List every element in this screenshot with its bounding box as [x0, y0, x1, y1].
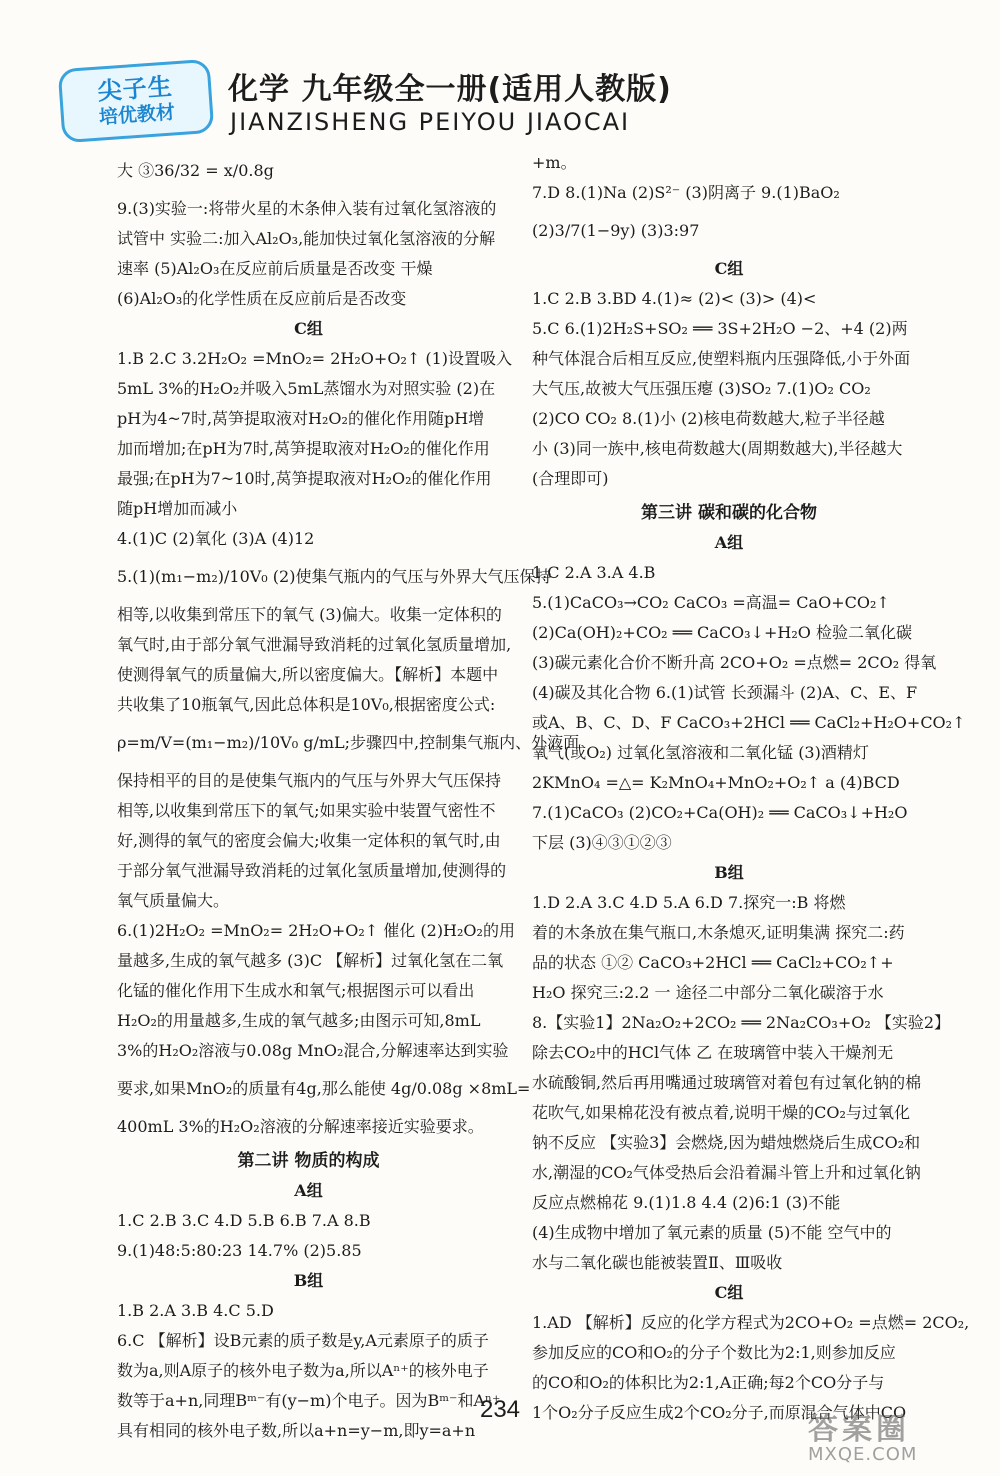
text-line: 氧气(或O₂) 过氧化氢溶液和二氧化锰 (3)酒精灯 — [532, 743, 869, 762]
text-line: 品的状态 ①② CaCO₃+2HCl ══ CaCl₂+CO₂↑+ — [532, 953, 894, 972]
text-line: 7.(1)CaCO₃ (2)CO₂+Ca(OH)₂ ══ CaCO₃↓+H₂O — [532, 803, 908, 822]
text-line: 量越多,生成的氧气越多 (3)C 【解析】过氧化氢在二氧 — [117, 951, 504, 970]
text-line: A组 — [294, 1181, 323, 1200]
text-line: (2)CO CO₂ 8.(1)小 (2)核电荷数越大,粒子半径越 — [532, 409, 885, 428]
text-line: 的CO和O₂的体积比为2:1,A正确;每2个CO分子与 — [532, 1373, 885, 1392]
text-line: (2)3/7(1−9y) (3)3:97 — [532, 221, 700, 240]
text-line: 5mL 3%的H₂O₂并吸入5mL蒸馏水为对照实验 (2)在 — [117, 379, 496, 398]
text-line: 大 ③36/32 = x/0.8g — [117, 161, 274, 180]
text-line: (2)Ca(OH)₂+CO₂ ══ CaCO₃↓+H₂O 检验二氧化碳 — [532, 623, 912, 642]
watermark — [808, 1404, 976, 1465]
text-line: 于部分氧气泄漏导致消耗的过氧化氢质量增加,使测得的 — [117, 861, 507, 880]
text-line: 水硫酸铜,然后再用嘴通过玻璃管对着包有过氧化钠的棉 — [532, 1073, 922, 1092]
watermark-line2: MXQE.COM — [808, 1444, 918, 1465]
text-line: H₂O 探究三:2.2 一 途径二中部分二氧化碳溶于水 — [532, 983, 884, 1002]
text-line: 随pH增加而减小 — [117, 499, 238, 518]
text-line: 5.C 6.(1)2H₂S+SO₂ ══ 3S+2H₂O −2、+4 (2)两 — [532, 319, 908, 338]
text-line: 或A、B、C、D、F CaCO₃+2HCl ══ CaCl₂+H₂O+CO₂↑ — [532, 713, 966, 732]
text-line: 花吹气,如果棉花没有被点着,说明干燥的CO₂与过氧化 — [532, 1103, 910, 1122]
text-line: 相等,以收集到常压下的氧气;如果实验中装置气密性不 — [117, 801, 496, 820]
text-line: 相等,以收集到常压下的氧气 (3)偏大。收集一定体积的 — [117, 605, 502, 624]
text-line: 数等于a+n,同理Bᵐ⁻有(y−m)个电子。因为Bᵐ⁻和Aⁿ⁺ — [117, 1391, 501, 1410]
text-line: 4.(1)C (2)氧化 (3)A (4)12 — [117, 529, 315, 548]
text-line: 具有相同的核外电子数,所以a+n=y−m,即y=a+n — [117, 1421, 476, 1440]
text-line: 小 (3)同一族中,核电荷数越大(周期数越大),半径越大 — [532, 439, 903, 458]
text-line: 氧气质量偏大。 — [117, 891, 230, 910]
right-column — [532, 148, 970, 1428]
text-line: 下层 (3)④③①②③ — [532, 833, 672, 852]
text-line: 2KMnO₄ =△= K₂MnO₄+MnO₂+O₂↑ a (4)BCD — [532, 773, 900, 792]
text-line: 1个O₂分子反应生成2个CO₂分子,而原混合气体中CO — [532, 1403, 907, 1422]
text-line: 400mL 3%的H₂O₂溶液的分解速率接近实验要求。 — [117, 1117, 484, 1136]
logo-line1: 尖子生 — [96, 72, 174, 106]
text-line: 共收集了10瓶氧气,因此总体积是10V₀,根据密度公式: — [117, 695, 496, 714]
text-line: 要求,如果MnO₂的质量有4g,那么能使 4g/0.08g ×8mL= — [117, 1079, 531, 1098]
text-line: 参加反应的CO和O₂的分子个数比为2:1,则参加反应 — [532, 1343, 896, 1362]
text-line: 除去CO₂中的HCl气体 乙 在玻璃管中装入干燥剂无 — [532, 1043, 894, 1062]
text-line: 数为a,则A原子的核外电子数为a,所以Aⁿ⁺的核外电子 — [117, 1361, 489, 1380]
text-line: +m。 — [532, 153, 577, 172]
book-title: 化学 九年级全一册(适用人教版) — [228, 72, 672, 107]
logo-line2: 培优教材 — [98, 101, 176, 129]
text-line: (4)碳及其化合物 6.(1)试管 长颈漏斗 (2)A、C、E、F — [532, 683, 918, 702]
text-line: 5.(1)CaCO₃→CO₂ CaCO₃ =高温= CaO+CO₂↑ — [532, 593, 890, 612]
text-line: 5.(1)(m₁−m₂)/10V₀ (2)使集气瓶内的气压与外界大气压保持 — [117, 567, 552, 586]
text-line: 使测得氧气的质量偏大,所以密度偏大。【解析】本题中 — [117, 665, 499, 684]
text-line: 第三讲 碳和碳的化合物 — [641, 503, 817, 523]
book-subtitle: JIANZISHENG PEIYOU JIAOCAI — [230, 108, 631, 136]
text-line: 速率 (5)Al₂O₃在反应前后质量是否改变 干燥 — [117, 259, 433, 278]
text-line: 1.C 2.B 3.C 4.D 5.B 6.B 7.A 8.B — [117, 1211, 371, 1230]
text-line: 水与二氧化碳也能被装置Ⅱ、Ⅲ吸收 — [532, 1253, 783, 1272]
text-line: 8.【实验1】2Na₂O₂+2CO₂ ══ 2Na₂CO₃+O₂ 【实验2】 — [532, 1013, 951, 1032]
text-line: 试管中 实验二:加入Al₂O₃,能加快过氧化氢溶液的分解 — [117, 229, 496, 248]
text-line: 1.C 2.A 3.A 4.B — [532, 563, 656, 582]
text-line: 反应点燃棉花 9.(1)1.8 4.4 (2)6:1 (3)不能 — [532, 1193, 841, 1212]
text-line: (6)Al₂O₃的化学性质在反应前后是否改变 — [117, 289, 407, 308]
text-line: 9.(3)实验一:将带火星的木条伸入装有过氧化氢溶液的 — [117, 199, 497, 218]
text-line: 大气压,故被大气压强压瘪 (3)SO₂ 7.(1)O₂ CO₂ — [532, 379, 871, 398]
text-line: 1.D 2.A 3.C 4.D 5.A 6.D 7.探究一:B 将燃 — [532, 893, 846, 912]
text-line: ρ=m/V=(m₁−m₂)/10V₀ g/mL;步骤四中,控制集气瓶内、外液面 — [117, 733, 580, 752]
text-line: 1.C 2.B 3.BD 4.(1)≈ (2)< (3)> (4)< — [532, 289, 817, 308]
text-line: 6.(1)2H₂O₂ =MnO₂= 2H₂O+O₂↑ 催化 (2)H₂O₂的用 — [117, 921, 515, 940]
text-line: 着的木条放在集气瓶口,木条熄灭,证明集满 探究二:药 — [532, 923, 905, 942]
text-line: 种气体混合后相互反应,使塑料瓶内压强降低,小于外面 — [532, 349, 911, 368]
text-line: (3)碳元素化合价不断升高 2CO+O₂ =点燃= 2CO₂ 得氧 — [532, 653, 937, 672]
text-line: 9.(1)48:5:80:23 14.7% (2)5.85 — [117, 1241, 362, 1260]
brand-logo — [58, 59, 215, 143]
text-line: C组 — [294, 319, 323, 338]
text-line: C组 — [714, 1283, 744, 1302]
text-line: B组 — [714, 863, 744, 882]
text-line: 7.D 8.(1)Na (2)S²⁻ (3)阴离子 9.(1)BaO₂ — [532, 183, 840, 202]
text-line: 加而增加;在pH为7时,莴笋提取液对H₂O₂的催化作用 — [117, 439, 490, 458]
text-line: 1.B 2.C 3.2H₂O₂ =MnO₂= 2H₂O+O₂↑ (1)设置吸入 — [117, 349, 513, 368]
text-line: (4)生成物中增加了氧元素的质量 (5)不能 空气中的 — [532, 1223, 892, 1242]
text-line: 1.B 2.A 3.B 4.C 5.D — [117, 1301, 274, 1320]
text-line: 1.AD 【解析】反应的化学方程式为2CO+O₂ =点燃= 2CO₂, — [532, 1313, 970, 1332]
text-line: (合理即可) — [532, 469, 609, 488]
page-number: 234 — [479, 1396, 521, 1423]
text-line: 好,测得的氧气的密度会偏大;收集一定体积的氧气时,由 — [117, 831, 501, 850]
text-line: 钠不反应 【实验3】会燃烧,因为蜡烛燃烧后生成CO₂和 — [532, 1133, 921, 1152]
text-line: pH为4~7时,莴笋提取液对H₂O₂的催化作用随pH增 — [117, 409, 485, 428]
text-line: B组 — [293, 1271, 324, 1290]
text-line: 氧气时,由于部分氧气泄漏导致消耗的过氧化氢质量增加, — [117, 635, 512, 654]
text-line: 6.C 【解析】设B元素的质子数是y,A元素原子的质子 — [117, 1331, 489, 1350]
text-line: 第二讲 物质的构成 — [237, 1151, 380, 1171]
text-line: 水,潮湿的CO₂气体受热后会沿着漏斗管上升和过氧化钠 — [532, 1163, 921, 1182]
text-line: 化锰的催化作用下生成水和氧气;根据图示可以看出 — [117, 981, 475, 1000]
text-line: H₂O₂的用量越多,生成的氧气越多;由图示可知,8mL — [117, 1011, 481, 1030]
watermark-line1: 答案圈 — [808, 1412, 910, 1447]
text-line: 3%的H₂O₂溶液与0.08g MnO₂混合,分解速率达到实验 — [117, 1041, 509, 1060]
text-line: 最强;在pH为7~10时,莴笋提取液对H₂O₂的催化作用 — [117, 469, 492, 488]
text-line: 保持相平的目的是使集气瓶内的气压与外界大气压保持 — [117, 771, 502, 790]
text-line: C组 — [714, 259, 744, 278]
text-line: A组 — [714, 533, 744, 552]
